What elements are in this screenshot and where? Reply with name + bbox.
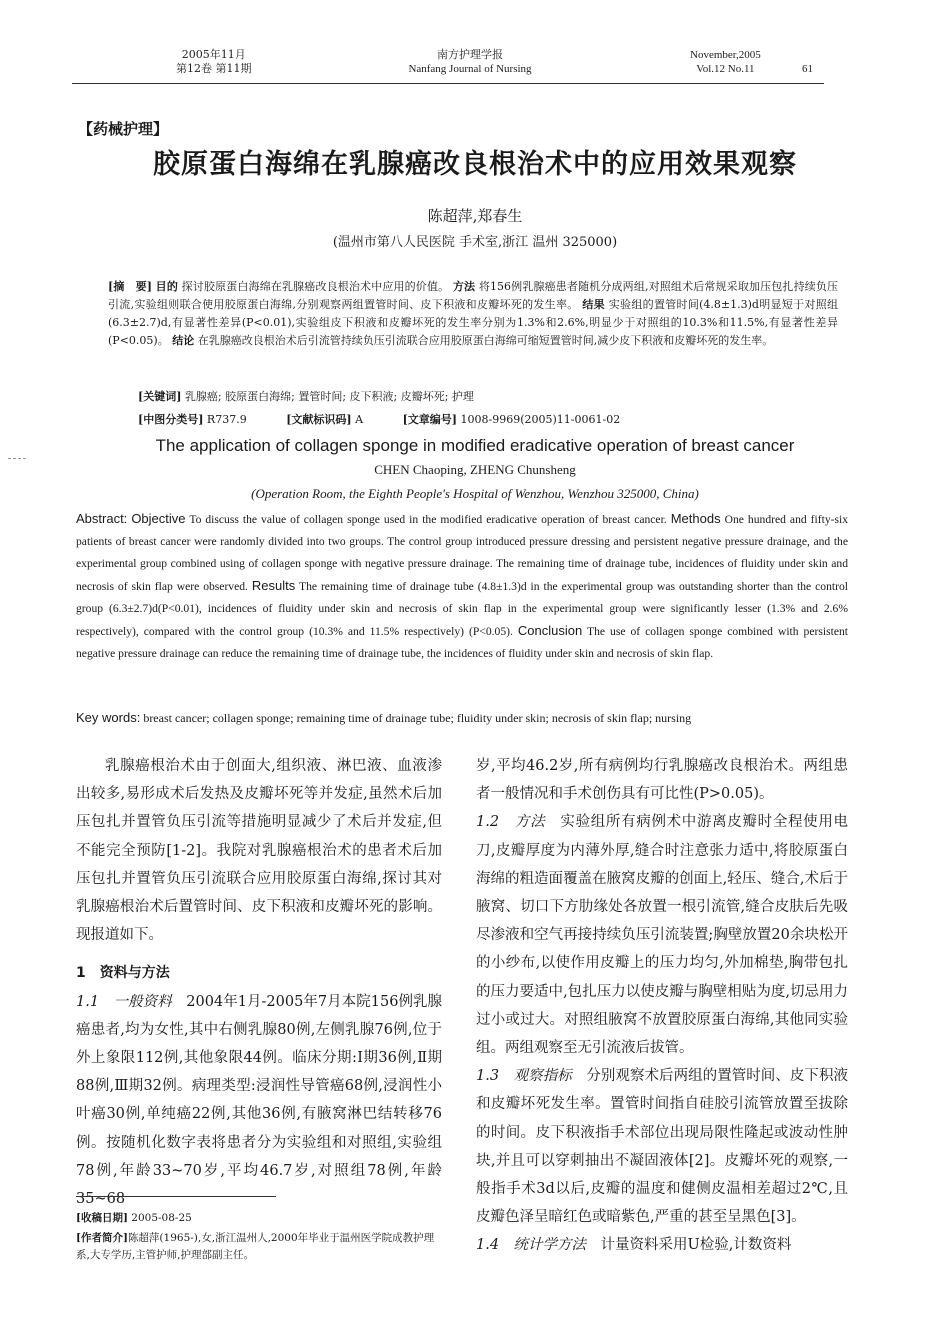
article-id-value: 1008-9969(2005)11-0061-02 <box>460 413 621 426</box>
subheading-1-3: 1.3 观察指标 <box>476 1068 572 1085</box>
objective-label-en: Objective <box>131 511 186 526</box>
method-label-en: Methods <box>670 511 721 526</box>
conclusion-text-cn: 在乳腺癌改良根治术后引流管持续负压引流联合应用胶原蛋白海绵可缩短置管时间,减少皮下积液和皮瓣坏死的发生率。 <box>197 334 774 347</box>
received-date <box>76 1210 444 1227</box>
article-title-en: The application of collagen sponge in modified eradicative operation of breast cancer <box>155 436 795 455</box>
keywords-label-en: Key words: <box>76 710 141 725</box>
authors-cn: 陈超萍,郑春生 <box>427 207 523 225</box>
subheading-1-1: 1.1 一般资料 <box>76 993 172 1010</box>
subheading-1-4: 1.4 统计学方法 <box>476 1237 587 1254</box>
method-text-cn: 将156例乳腺癌患者随机分成两组,对照组术后常规采取加压包扎持续负压引流,实验组则联合使用胶原蛋白海绵,分别观察两组置管时间、皮下积液和皮瓣坏死的发生率。 <box>108 280 839 311</box>
footnote-rule <box>76 1196 276 1197</box>
journal-name-en: Nanfang Journal of Nursing <box>408 63 532 75</box>
classification-line <box>138 411 656 427</box>
header-date: 2005年11月 <box>181 48 246 61</box>
paragraph-1-2 <box>476 808 848 1062</box>
clc-value: R737.9 <box>206 413 247 426</box>
method-label-cn: 方法 <box>452 280 476 293</box>
doc-code-value: A <box>355 413 364 426</box>
article-id-label: [文章编号] <box>402 413 457 426</box>
section-tag: 【药械护理】 <box>78 120 169 138</box>
header-rule <box>72 83 824 84</box>
conclusion-label-en: Conclusion <box>517 623 583 638</box>
article-title-cn: 胶原蛋白海绵在乳腺癌改良根治术中的应用效果观察 <box>153 149 797 180</box>
paragraph-1-4-text: 计量资料采用U检验,计数资料 <box>600 1237 792 1254</box>
keywords-text-en: breast cancer; collagen sponge; remaining time of drainage tube; fluidity under skin; necrosis of skin flap; nursing <box>143 711 692 725</box>
abstract-label: [摘 要] <box>108 280 153 293</box>
header-date-en: November,2005 <box>690 49 761 61</box>
objective-text-cn: 探讨胶原蛋白海绵在乳腺癌改良根治术中应用的价值。 <box>181 280 450 293</box>
result-text-en: The remaining time of drainage tube (4.8±1.3)d in the experimental group was outstanding shorter than the control group (6.3±2.7)d(P<0.01), incidences of fluidity under skin and necrosis of skin flap in the experimental group were significantly lesser (1.3% and 2.6% respectively), compared with the control group (10.3% and 11.5% respectively) (P<0.05). <box>76 580 848 638</box>
keywords-cn <box>138 388 474 404</box>
keywords-en <box>76 710 691 726</box>
section-heading-1: 1 资料与方法 <box>76 965 170 982</box>
keywords-text-cn: 乳腺癌; 胶原蛋白海绵; 置管时间; 皮下积液; 皮瓣坏死; 护理 <box>184 390 474 403</box>
objective-label-cn: 目的 <box>155 280 178 293</box>
paragraph-1-2-text: 实验组所有病例术中游离皮瓣时全程使用电刀,皮瓣厚度为内薄外厚,缝合时注意张力适中,将胶原蛋白海绵的粗造面覆盖在腋窝皮瓣的创面上,轻压、缝合,术后于腋窝、切口下方肋缘处各放置一根引流管,缝合皮肤后先吸尽渗液和空气再接持续负压引流装置;胸壁放置20余块松开的小纱布,以使作用皮瓣上的压力均匀,外加棉垫,胸带包扎的压力要适中,包扎压力以使皮瓣与胸壁相贴为度,切忌用力过小或过大。对照组腋窝不放置胶原蛋白海绵,其他同实验组。两组观察至无引流液后拔管。 <box>476 814 849 1057</box>
body-left-column <box>76 752 442 1213</box>
paragraph-1-3-text: 分别观察术后两组的置管时间、皮下积液和皮瓣坏死发生率。置管时间指自硅胶引流管放置至拔除的时间。皮下积液指手术部位出现局限性隆起或波动性肿块,并且可以穿刺抽出不凝固液体[2]。皮瓣坏死的观察,一般指手术3d以后,皮瓣的温度和健侧皮温相差超过2℃,且皮瓣色泽呈暗红色或暗紫色,严重的甚至呈黑色[3]。 <box>476 1068 849 1226</box>
paragraph-1-1-text: 2004年1月-2005年7月本院156例乳腺癌患者,均为女性,其中右侧乳腺80例,左侧乳腺76例,位于外上象限112例,其他象限44例。临床分期:Ⅰ期36例,Ⅱ期88例,Ⅲ期32例。病理类型:浸润性导管癌68例,浸润性小叶癌30例,单纯癌22例,其他36例,有腋窝淋巴结转移76例。按随机化数字表将患者分为实验组和对照组,实验组78例,年龄33~70岁,平均46.7岁,对照组78例,年龄35~68 <box>76 993 443 1208</box>
paragraph-1-3 <box>476 1062 848 1231</box>
author-bio-label: [作者简介] <box>76 1232 128 1244</box>
intro-paragraph: 乳腺癌根治术由于创面大,组织液、淋巴液、血液渗出较多,易形成术后发热及皮瓣坏死等并发症,虽然术后加压包扎并置管负压引流等措施明显减少了术后并发症,但不能完全预防[1-2]。我院对乳腺癌根治术的患者术后加压包扎并置管负压引流联合应用胶原蛋白海绵,探讨其对乳腺癌根治术后置管时间、皮下积液和皮瓣坏死的影响。现报道如下。 <box>76 758 442 944</box>
header-volume-en: Vol.12 No.11 <box>696 63 755 75</box>
authors-en: CHEN Chaoping, ZHENG Chunsheng <box>374 462 576 477</box>
objective-text-en: To discuss the value of collagen sponge used in the modified eradicative operation of breast cancer. <box>189 513 667 526</box>
body-right-column <box>476 752 848 1260</box>
header-center <box>395 48 545 76</box>
result-label-en: Results <box>251 578 296 593</box>
affiliation-cn: (温州市第八人民医院 手术室,浙江 温州 325000) <box>332 235 618 250</box>
received-label: [收稿日期] <box>76 1212 128 1224</box>
result-label-cn: 结果 <box>582 298 605 311</box>
conclusion-label-cn: 结论 <box>172 334 195 347</box>
method-text-en: One hundred and fifty-six patients of breast cancer were randomly divided into two groups. The control group introduced pressure dressing and persistent negative pressure drainage, and the experimental group combined using of collagen sponge with negative pressure drainage. The remaining time of drainage tube, incidences of fluidity under skin and necrosis of skin flap were observed. <box>76 513 849 593</box>
abstract-en <box>76 508 848 665</box>
margin-mark <box>8 458 26 459</box>
affiliation-en: (Operation Room, the Eighth People's Hospital of Wenzhou, Wenzhou 325000, China) <box>251 486 699 501</box>
journal-name-cn: 南方护理学报 <box>437 48 503 61</box>
header-volume: 第12卷 第11期 <box>176 62 252 75</box>
page-number: 61 <box>802 63 813 75</box>
header-left <box>176 48 252 76</box>
received-value: 2005-08-25 <box>131 1212 192 1224</box>
keywords-label-cn: [关键词] <box>138 390 182 403</box>
abstract-label-en: Abstract: <box>76 511 128 526</box>
result-text-cn: 实验组的置管时间(4.8±1.3)d明显短于对照组(6.3±2.7)d,有显著性差异(P<0.01),实验组皮下积液和皮瓣坏死的发生率分别为1.3%和2.6%,明显少于对照组的10.3%和11.5%,有显著性差异(P<0.05)。 <box>108 298 839 347</box>
header-right <box>690 48 761 76</box>
clc-label: [中图分类号] <box>138 413 204 426</box>
abstract-cn <box>108 278 838 350</box>
author-bio-text: 陈超萍(1965-),女,浙江温州人,2000年毕业于温州医学院成教护理系,大专学历,主管护师,护理部副主任。 <box>76 1232 435 1261</box>
paragraph-1-4 <box>476 1231 848 1259</box>
author-bio <box>76 1230 444 1264</box>
paragraph-continued: 岁,平均46.2岁,所有病例均行乳腺癌改良根治术。两组患者一般情况和手术创伤具有可比性(P>0.05)。 <box>476 758 848 803</box>
conclusion-text-en: The use of collagen sponge combined with persistent negative pressure drainage can reduce the remaining time of drainage tube, the incidences of fluidity under skin and necrosis of skin flap. <box>76 625 848 660</box>
subheading-1-2: 1.2 方法 <box>476 814 546 831</box>
doc-code-label: [文献标识码] <box>286 413 352 426</box>
paragraph-1-1 <box>76 988 442 1214</box>
